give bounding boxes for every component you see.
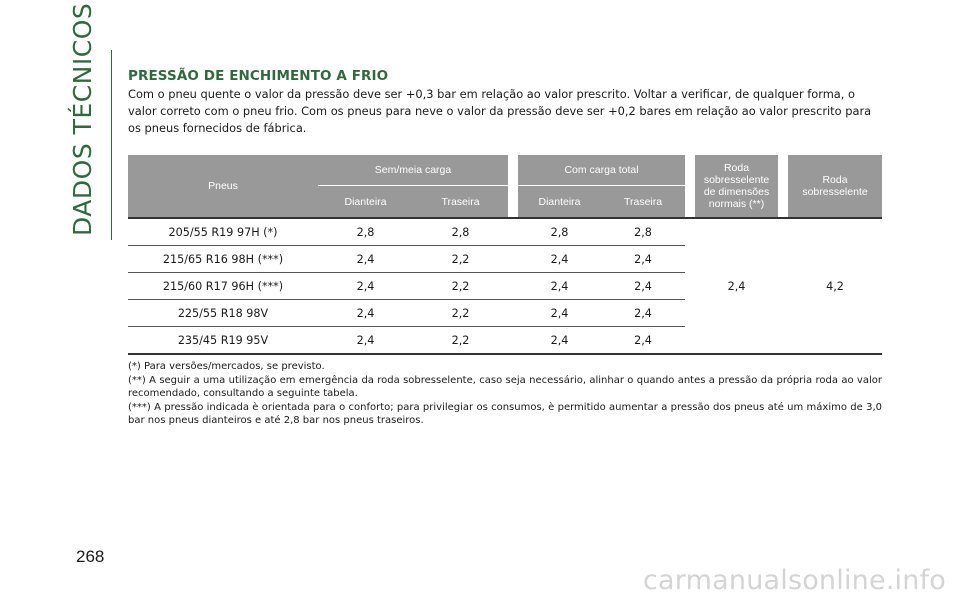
side-divider: [111, 50, 112, 240]
cell-value: 2,4: [601, 327, 685, 355]
cell-value: 2,4: [518, 300, 601, 327]
cell-value: 2,4: [518, 273, 601, 300]
header-dianteira-sem-carga: Dianteira: [318, 186, 413, 219]
cell-pneu: 205/55 R19 97H (*): [128, 218, 318, 246]
header-roda-sobresselente: Roda sobresselente: [788, 155, 882, 218]
cell-value: 2,8: [413, 218, 508, 246]
tire-pressure-table: [128, 155, 882, 355]
cell-value: 2,4: [601, 300, 685, 327]
table-row: [128, 218, 882, 246]
footnote: (**) A seguir a uma utilização em emergência da roda sobresselente, caso seja necessário, alinhar o quando antes a pressão da própria roda ao valor recomendado, consultando a seguinte tabela.: [128, 374, 882, 399]
section-side-title: DADOS TÉCNICOS: [68, 2, 97, 236]
cell-value: 2,2: [413, 273, 508, 300]
header-gap: [508, 155, 518, 218]
cell-value: 2,4: [601, 246, 685, 273]
cell-pneu: 215/60 R17 96H (***): [128, 273, 318, 300]
cell-gap: [508, 327, 518, 355]
cell-value: 2,2: [413, 246, 508, 273]
cell-value: 2,2: [413, 300, 508, 327]
cell-value: 2,2: [413, 327, 508, 355]
cell-value: 2,4: [518, 246, 601, 273]
header-traseira-carga-total: Traseira: [601, 186, 685, 219]
cell-pneu: 235/45 R19 95V: [128, 327, 318, 355]
cell-value: 2,4: [318, 300, 413, 327]
main-content: [128, 68, 882, 428]
header-dianteira-carga-total: Dianteira: [518, 186, 601, 219]
cell-gap: [778, 218, 788, 354]
cell-gap: [508, 218, 518, 246]
header-com-carga-total: Com carga total: [518, 155, 685, 186]
header-gap: [685, 155, 695, 218]
cell-roda-value: 4,2: [788, 218, 882, 354]
cell-pneu: 215/65 R16 98H (***): [128, 246, 318, 273]
header-gap: [778, 155, 788, 218]
cell-value: 2,4: [518, 327, 601, 355]
cell-value: 2,8: [518, 218, 601, 246]
footnote: (***) A pressão indicada è orientada para o conforto; para privilegiar os consumos, è permitido aumentar a pressão dos pneus até um máximo de 3,0 bar nos pneus dianteiros e até 2,8 bar nos pneus traseiros.: [128, 401, 882, 426]
cell-value: 2,8: [318, 218, 413, 246]
footnote: (*) Para versões/mercados, se previsto.: [128, 361, 325, 372]
section-heading: PRESSÃO DE ENCHIMENTO A FRIO: [128, 68, 389, 84]
cell-value: 2,4: [601, 273, 685, 300]
watermark: carmanualsonline.info: [643, 565, 946, 596]
cell-pneu: 225/55 R18 98V: [128, 300, 318, 327]
cell-gap: [685, 218, 695, 354]
header-pneus: Pneus: [128, 155, 318, 218]
footnotes: [128, 360, 882, 428]
header-sem-meia-carga: Sem/meia carga: [318, 155, 508, 186]
intro-paragraph: Com o pneu quente o valor da pressão deve ser +0,3 bar em relação ao valor prescrito. Voltar a verificar, de qualquer forma, o valor correto com o pneu frio. Com os pneus para neve o valor da pressão deve ser +0,2 bares em relação ao valor prescrito para os pneus fornecidos de fábrica.: [128, 87, 872, 135]
cell-gap: [508, 300, 518, 327]
header-traseira-sem-carga: Traseira: [413, 186, 508, 219]
cell-value: 2,8: [601, 218, 685, 246]
page-number: 268: [76, 547, 105, 566]
cell-value: 2,4: [318, 327, 413, 355]
cell-value: 2,4: [318, 246, 413, 273]
cell-roda-normal-value: 2,4: [695, 218, 778, 354]
cell-gap: [508, 246, 518, 273]
header-roda-dimensoes-normais: Roda sobresselente de dimensões normais (**): [695, 155, 778, 218]
cell-gap: [508, 273, 518, 300]
cell-value: 2,4: [318, 273, 413, 300]
